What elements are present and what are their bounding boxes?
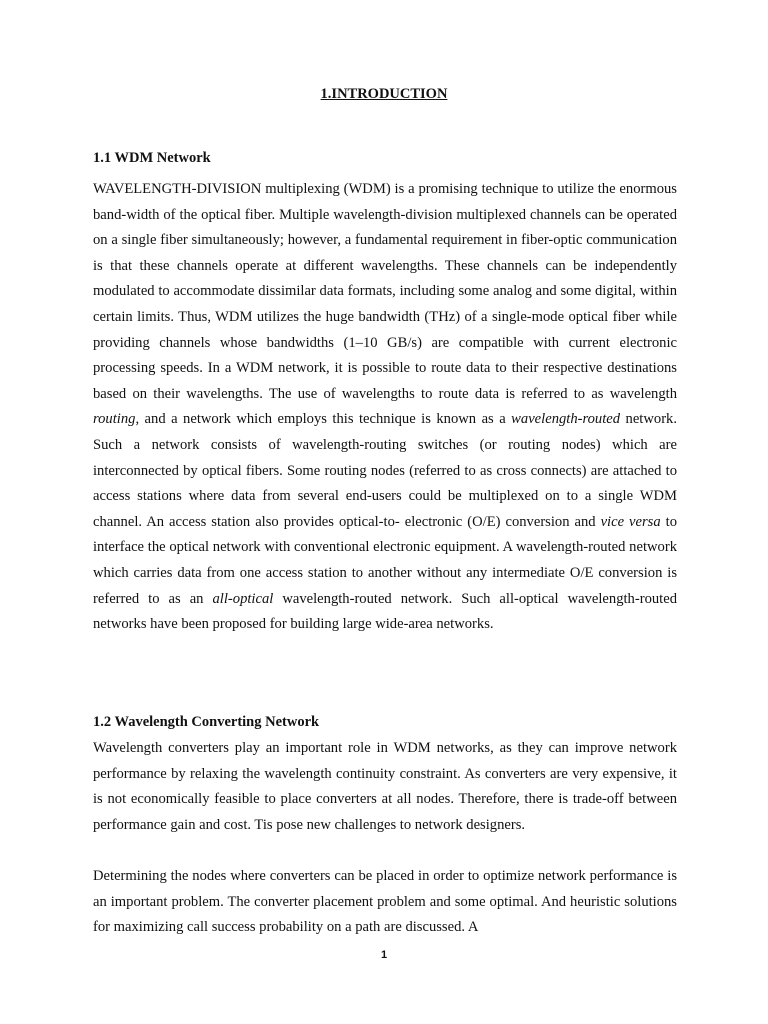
text-run: WAVELENGTH-DIVISION multiplexing (WDM) is a promising technique to utilize the enormous band-width of the optical fiber. Multiple wavelength-division multiplexed channels can be operated on a single fiber simultaneously; however, a fundamental requirement in fiber-optic communication is that these channels operate at different wavelengths. These channels can be independently modulated to accommodate dissimilar data formats, including some analog and some digital, within certain limits. Thus, WDM utilizes the huge bandwidth (THz) of a single-mode optical fiber while providing channels whose bandwidths (1–10 GB/s) are compatible with current electronic processing speeds. In a WDM network, it is possible to route data to their respective destinations based on their wavelengths. The use of wavelengths to route data is referred to as wavelength <box>93 181 677 402</box>
chapter-title: 1.INTRODUCTION <box>320 86 448 102</box>
text-run: , and a network which employs this technique is known as a <box>135 411 512 428</box>
italic-term-all-optical: all-optical <box>212 590 274 607</box>
italic-term-routing: routing <box>93 411 136 428</box>
section-heading-wdm-network: 1.1 WDM Network <box>93 150 211 166</box>
paragraph-wdm-network <box>93 177 677 638</box>
italic-term-vice-versa: vice versa <box>600 513 661 530</box>
text-run: to interface the optical network with conventional electronic equipment. A wavelength-routed network which carries data from one access station to another without any intermediate O/E conversion is referred to as an <box>93 513 677 607</box>
text-run: network. Such a network consists of wavelength-routing switches (or routing nodes) which are interconnected by optical fibers. Some routing nodes (referred to as cross connects) are attached to access stations where data from several end-users could be multiplexed on to a single WDM channel. An access station also provides optical-to- electronic (O/E) conversion and <box>93 411 678 530</box>
text-run: wavelength-routed network. Such all-optical wavelength-routed networks have been proposed for building large wide-area networks. <box>93 590 677 633</box>
page-number: 1 <box>380 949 388 961</box>
paragraph-converter-placement: Determining the nodes where converters can be placed in order to optimize network performance is an important problem. The converter placement problem and some optimal. And heuristic solutions for maximizing call success probability on a path are discussed. A <box>93 868 677 936</box>
section-heading-wavelength-converting: 1.2 Wavelength Converting Network <box>93 714 320 730</box>
paragraph-converters-intro: Wavelength converters play an important role in WDM networks, as they can improve network performance by relaxing the wavelength continuity constraint. As converters are very expensive, it is not economically feasible to place converters at all nodes. Therefore, there is trade-off between performance gain and cost. Tis pose new challenges to network designers. <box>93 740 677 833</box>
italic-term-wavelength-routed: wavelength-routed <box>511 411 621 428</box>
